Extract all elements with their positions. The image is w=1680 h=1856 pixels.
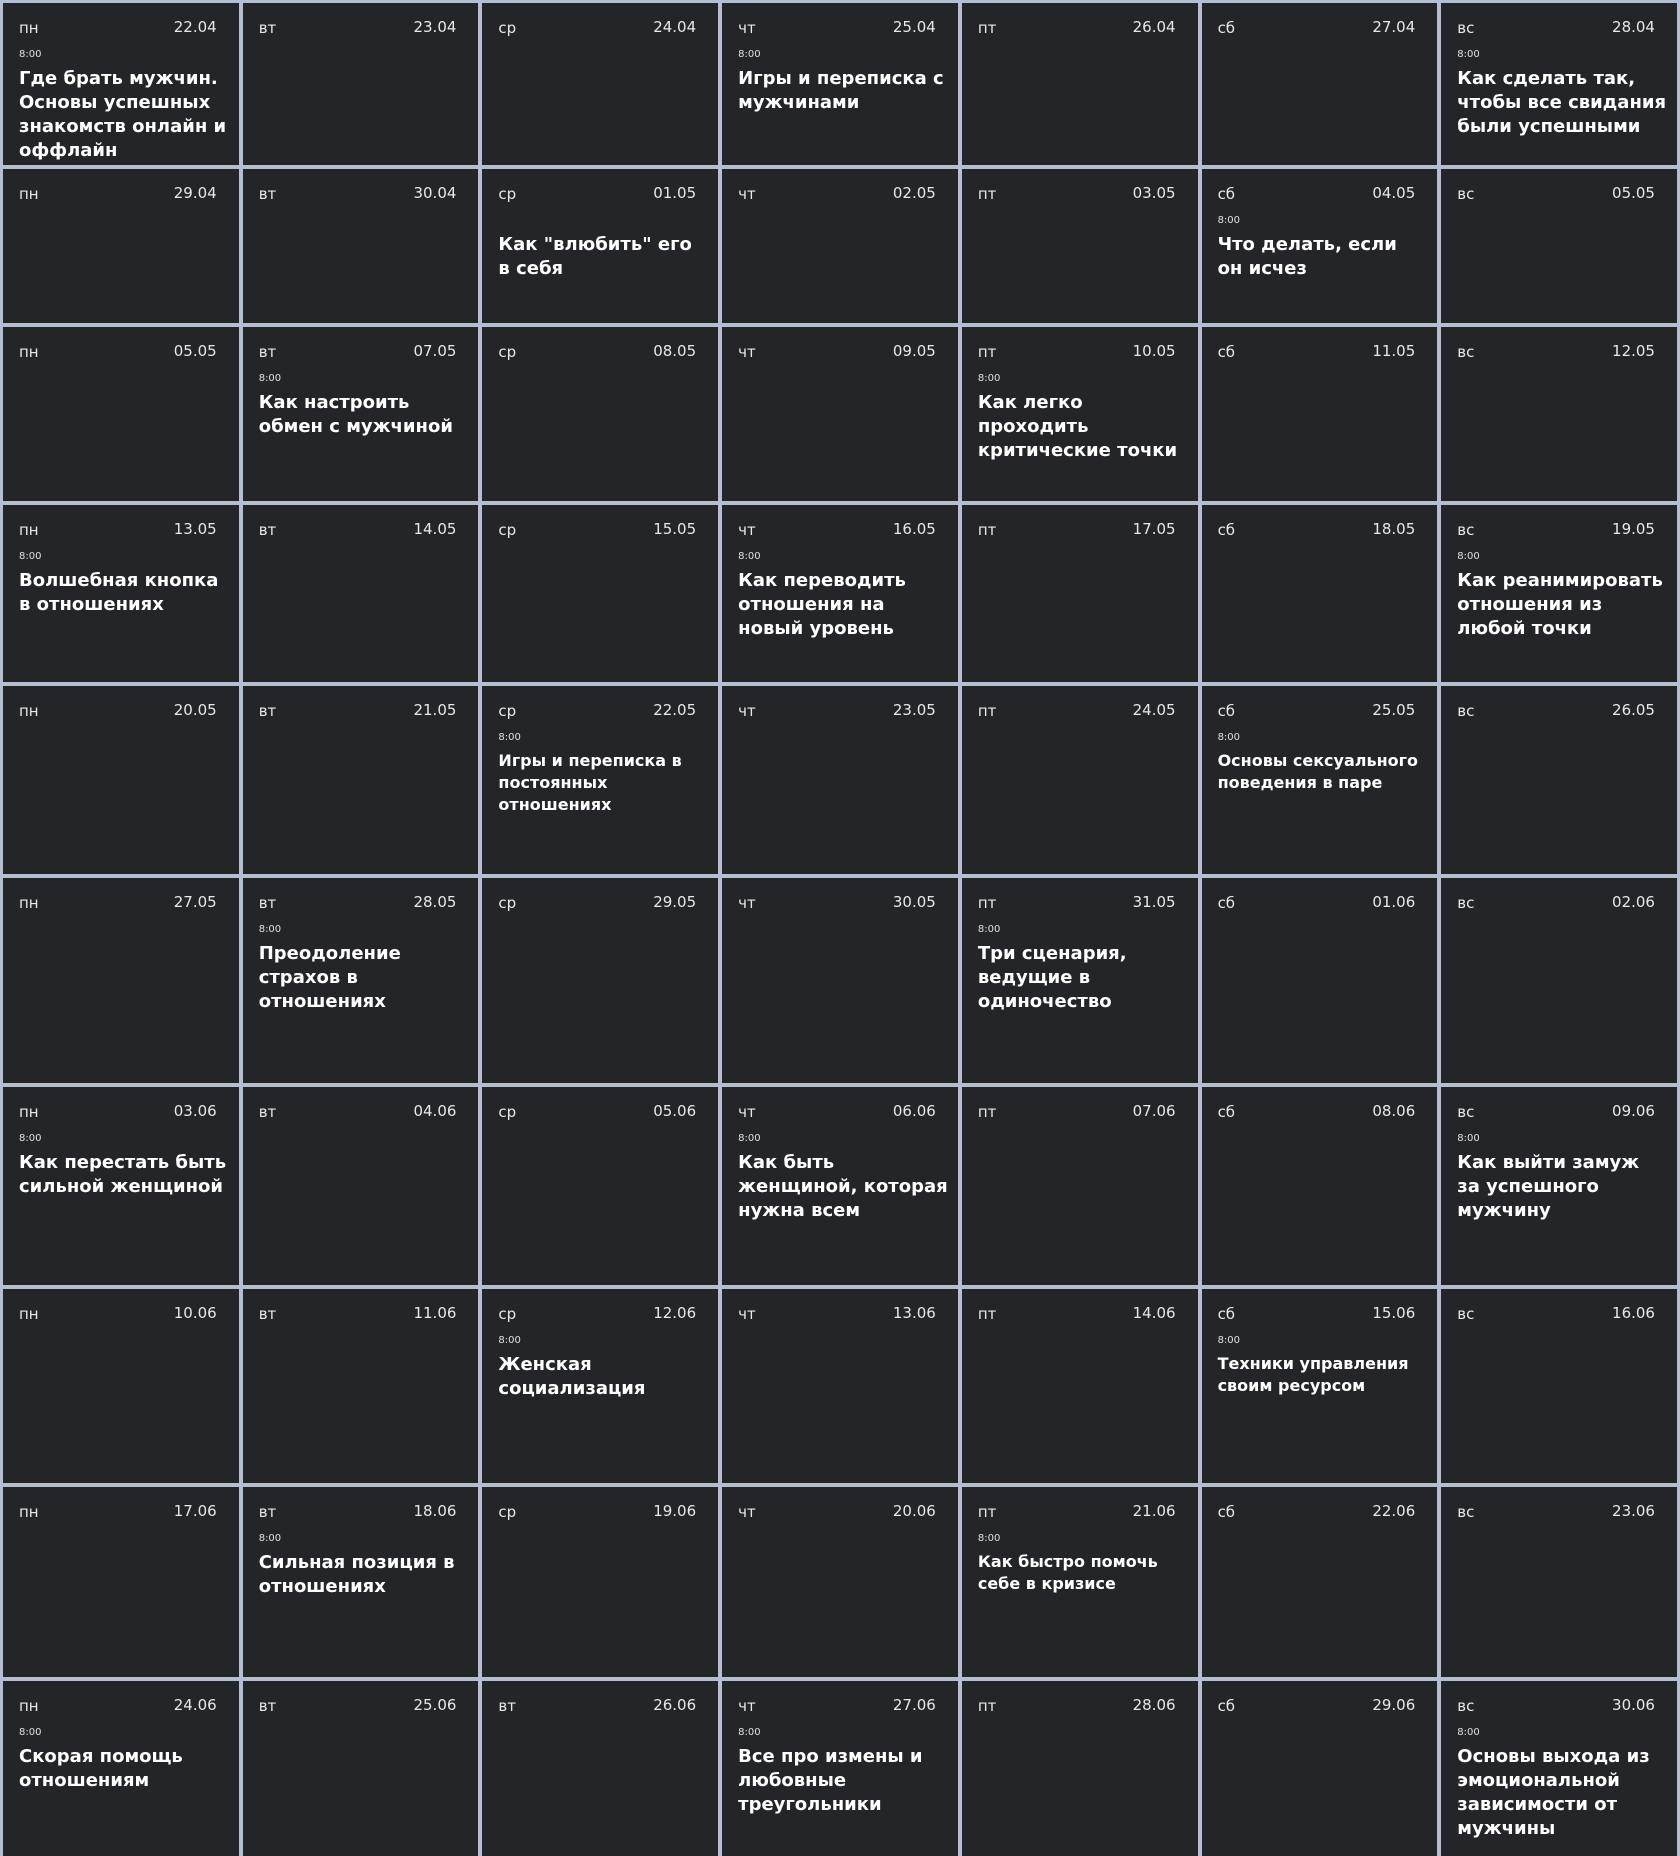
weekday-label: вт	[258, 1103, 277, 1121]
weekday-label: ср	[498, 185, 517, 203]
weekday-label: чт	[738, 521, 756, 539]
calendar-day-event-cell[interactable]	[243, 1487, 479, 1677]
weekday-label: пт	[977, 19, 997, 37]
weekday-label: пн	[19, 702, 39, 720]
weekday-label: ср	[498, 702, 517, 720]
calendar-day-event-cell[interactable]	[482, 1289, 718, 1483]
calendar-day-event-cell[interactable]	[3, 505, 239, 682]
weekday-label: сб	[1217, 185, 1236, 203]
calendar-day-cell	[1202, 327, 1438, 501]
date-label: 11.05	[1372, 342, 1416, 360]
date-label: 28.05	[413, 893, 457, 911]
weekday-label: ср	[498, 894, 517, 912]
calendar-day-cell	[1202, 1487, 1438, 1677]
weekday-label: вс	[1457, 19, 1475, 37]
weekday-label: чт	[738, 343, 756, 361]
calendar-day-event-cell[interactable]	[482, 686, 718, 874]
weekday-label: пт	[977, 894, 997, 912]
date-label: 08.05	[653, 342, 697, 360]
weekday-label: чт	[738, 1697, 756, 1715]
event-time: 8:00	[977, 1533, 1001, 1544]
event-time: 8:00	[19, 1727, 42, 1738]
weekday-label: сб	[1217, 894, 1236, 912]
date-label: 25.04	[892, 18, 936, 36]
event-time: 8:00	[738, 49, 761, 60]
date-label: 22.05	[653, 701, 697, 719]
event-time: 8:00	[738, 1727, 761, 1738]
date-label: 01.05	[653, 184, 697, 202]
calendar-day-cell	[962, 169, 1198, 323]
date-label: 05.05	[1612, 184, 1655, 202]
date-label: 29.06	[1372, 1696, 1416, 1714]
event-title: Как быть женщиной, которая нужна всем	[738, 1152, 948, 1221]
weekday-label: пн	[19, 894, 39, 912]
date-label: 04.05	[1372, 184, 1416, 202]
date-label: 11.06	[413, 1304, 457, 1322]
event-title: Как переводить отношения на новый уровень	[738, 570, 906, 639]
weekday-label: пн	[19, 343, 39, 361]
date-label: 26.04	[1132, 18, 1176, 36]
calendar-day-cell	[482, 1487, 718, 1677]
event-title: Как настроить обмен с мужчиной	[258, 392, 453, 437]
date-label: 28.04	[1612, 18, 1655, 36]
calendar-day-cell	[243, 686, 479, 874]
weekday-label: пт	[977, 702, 997, 720]
calendar-day-cell	[962, 1289, 1198, 1483]
calendar-day-event-cell[interactable]	[962, 1487, 1198, 1677]
calendar-day-event-cell[interactable]	[243, 327, 479, 501]
event-time: 8:00	[19, 1133, 42, 1144]
event-time: 8:00	[1217, 732, 1241, 743]
date-label: 20.05	[173, 701, 217, 719]
calendar-day-cell	[243, 1681, 479, 1856]
event-title: Как выйти замуж за успешного мужчину	[1457, 1152, 1640, 1221]
date-label: 29.05	[653, 893, 697, 911]
calendar-day-cell	[3, 327, 239, 501]
date-label: 23.05	[892, 701, 936, 719]
weekday-label: пн	[19, 1103, 39, 1121]
event-time: 8:00	[19, 551, 42, 562]
weekday-label: вс	[1457, 894, 1475, 912]
event-title: Три сценария, ведущие в одиночество	[977, 943, 1127, 1012]
date-label: 30.06	[1612, 1696, 1655, 1714]
date-label: 29.04	[173, 184, 217, 202]
date-label: 02.06	[1612, 893, 1655, 911]
event-time: 8:00	[258, 373, 282, 384]
weekday-label: вс	[1457, 1503, 1475, 1521]
calendar-day-event-cell[interactable]	[722, 3, 958, 165]
event-time: 8:00	[258, 1533, 282, 1544]
calendar-day-cell	[3, 686, 239, 874]
calendar-day-event-cell[interactable]	[3, 3, 239, 165]
event-time: 8:00	[738, 551, 761, 562]
weekday-label: ср	[498, 521, 517, 539]
weekday-label: пн	[19, 521, 39, 539]
date-label: 17.05	[1132, 520, 1176, 538]
date-label: 03.06	[173, 1102, 217, 1120]
weekday-label: вт	[258, 1305, 277, 1323]
date-label: 23.06	[1612, 1502, 1655, 1520]
calendar-day-cell	[722, 1289, 958, 1483]
date-label: 20.06	[892, 1502, 936, 1520]
weekday-label: вт	[258, 343, 277, 361]
weekday-label: пт	[977, 521, 997, 539]
weekday-label: пн	[19, 19, 39, 37]
event-title: Игры и переписка с мужчинами	[738, 68, 944, 113]
calendar-day-cell	[1202, 1681, 1438, 1856]
calendar-day-cell	[1441, 878, 1677, 1083]
calendar-day-event-cell[interactable]	[962, 327, 1198, 501]
calendar-day-cell	[482, 1087, 718, 1285]
date-label: 30.05	[892, 893, 936, 911]
weekday-label: пн	[19, 1305, 39, 1323]
calendar-day-cell	[1202, 878, 1438, 1083]
date-label: 18.06	[413, 1502, 457, 1520]
calendar-day-cell	[962, 686, 1198, 874]
event-title: Как "влюбить" его в себя	[498, 234, 692, 279]
calendar-day-cell	[1441, 327, 1677, 501]
event-time: 8:00	[977, 373, 1001, 384]
date-label: 06.06	[892, 1102, 936, 1120]
weekday-label: вс	[1457, 185, 1475, 203]
event-time: 8:00	[498, 732, 521, 743]
weekday-label: вс	[1457, 1305, 1475, 1323]
event-title: Как перестать быть сильной женщиной	[19, 1152, 227, 1197]
event-time: 8:00	[1457, 1727, 1480, 1738]
event-time: 8:00	[738, 1133, 761, 1144]
calendar-day-cell	[1441, 1487, 1677, 1677]
calendar-day-event-cell[interactable]	[482, 169, 718, 323]
event-title: Скорая помощь отношениям	[19, 1746, 183, 1791]
weekday-label: вс	[1457, 702, 1475, 720]
date-label: 31.05	[1132, 893, 1176, 911]
weekday-label: вс	[1457, 521, 1475, 539]
calendar-day-cell	[243, 1289, 479, 1483]
weekday-label: пн	[19, 185, 39, 203]
date-label: 21.06	[1132, 1502, 1176, 1520]
weekday-label: вт	[258, 894, 277, 912]
date-label: 21.05	[413, 701, 457, 719]
calendar-day-cell	[1441, 686, 1677, 874]
event-time: 8:00	[1457, 1133, 1480, 1144]
date-label: 25.05	[1372, 701, 1416, 719]
calendar-day-event-cell[interactable]	[722, 505, 958, 682]
calendar-day-cell	[1202, 1087, 1438, 1285]
date-label: 27.05	[173, 893, 217, 911]
date-label: 07.05	[413, 342, 457, 360]
event-title: Основы выхода из эмоциональной зависимости от мужчины	[1457, 1746, 1650, 1839]
weekday-label: пт	[977, 1305, 997, 1323]
weekday-label: ср	[498, 1103, 517, 1121]
date-label: 14.05	[413, 520, 457, 538]
event-title: Сильная позиция в отношениях	[258, 1552, 455, 1597]
event-title: Игры и переписка в постоянных отношениях	[498, 751, 682, 814]
date-label: 22.04	[173, 18, 217, 36]
calendar-day-event-cell[interactable]	[1202, 686, 1438, 874]
date-label: 24.05	[1132, 701, 1176, 719]
event-time: 8:00	[498, 1335, 521, 1346]
date-label: 10.05	[1132, 342, 1176, 360]
weekday-label: пт	[977, 1503, 997, 1521]
event-title: Как быстро помочь себе в кризисе	[977, 1552, 1158, 1593]
calendar-day-event-cell[interactable]	[3, 1681, 239, 1856]
date-label: 12.05	[1612, 342, 1655, 360]
weekday-label: чт	[738, 1305, 756, 1323]
weekday-label: сб	[1217, 1305, 1236, 1323]
weekday-label: вт	[258, 702, 277, 720]
weekday-label: сб	[1217, 521, 1236, 539]
date-label: 16.05	[892, 520, 936, 538]
calendar-day-event-cell[interactable]	[1441, 3, 1677, 165]
calendar-day-cell	[962, 505, 1198, 682]
calendar-day-cell	[722, 169, 958, 323]
calendar-day-cell	[243, 3, 479, 165]
event-time: 8:00	[977, 924, 1001, 935]
date-label: 05.06	[653, 1102, 697, 1120]
event-time: 8:00	[1457, 551, 1480, 562]
calendar-day-cell	[962, 1681, 1198, 1856]
calendar-day-cell	[482, 505, 718, 682]
calendar-day-cell	[722, 1487, 958, 1677]
weekday-label: чт	[738, 894, 756, 912]
date-label: 18.05	[1372, 520, 1416, 538]
weekday-label: вт	[498, 1697, 516, 1715]
weekday-label: сб	[1217, 1103, 1236, 1121]
date-label: 07.06	[1132, 1102, 1176, 1120]
event-title: Преодоление страхов в отношениях	[258, 943, 401, 1012]
calendar-day-event-cell[interactable]	[962, 878, 1198, 1083]
date-label: 10.06	[173, 1304, 217, 1322]
date-label: 14.06	[1132, 1304, 1176, 1322]
calendar-day-event-cell[interactable]	[243, 878, 479, 1083]
calendar-day-event-cell[interactable]	[1441, 1681, 1677, 1856]
date-label: 19.05	[1612, 520, 1655, 538]
event-title: Техники управления своим ресурсом	[1217, 1354, 1409, 1395]
calendar-day-cell	[243, 505, 479, 682]
weekday-label: вт	[258, 521, 277, 539]
weekday-label: чт	[738, 702, 756, 720]
calendar-day-cell	[962, 3, 1198, 165]
weekday-label: пт	[977, 185, 997, 203]
date-label: 02.05	[892, 184, 936, 202]
event-title: Как легко проходить критические точки	[977, 392, 1178, 461]
date-label: 09.05	[892, 342, 936, 360]
date-label: 01.06	[1372, 893, 1416, 911]
date-label: 26.06	[653, 1696, 697, 1714]
calendar-day-cell	[243, 1087, 479, 1285]
date-label: 30.04	[413, 184, 457, 202]
event-time: 8:00	[1217, 215, 1241, 226]
weekday-label: ср	[498, 19, 517, 37]
calendar-day-event-cell[interactable]	[722, 1681, 958, 1856]
weekday-label: пн	[19, 1503, 39, 1521]
weekday-label: чт	[738, 19, 756, 37]
weekday-label: ср	[498, 343, 517, 361]
date-label: 24.06	[173, 1696, 217, 1714]
weekday-label: пт	[977, 1103, 997, 1121]
date-label: 25.06	[413, 1696, 457, 1714]
event-title: Женская социализация	[498, 1354, 646, 1399]
weekday-label: вт	[258, 1503, 277, 1521]
event-title: Все про измены и любовные треугольники	[738, 1746, 923, 1815]
date-label: 05.05	[173, 342, 217, 360]
weekday-label: сб	[1217, 19, 1236, 37]
date-label: 12.06	[653, 1304, 697, 1322]
date-label: 27.06	[892, 1696, 936, 1714]
date-label: 15.06	[1372, 1304, 1416, 1322]
weekday-label: вс	[1457, 343, 1475, 361]
calendar-grid	[3, 3, 1677, 1844]
event-time: 8:00	[1457, 49, 1480, 60]
date-label: 08.06	[1372, 1102, 1416, 1120]
date-label: 09.06	[1612, 1102, 1655, 1120]
weekday-label: пт	[977, 343, 997, 361]
calendar-day-cell	[722, 327, 958, 501]
date-label: 22.06	[1372, 1502, 1416, 1520]
calendar-day-cell	[482, 327, 718, 501]
calendar-day-cell	[3, 878, 239, 1083]
date-label: 13.05	[173, 520, 217, 538]
event-title: Основы сексуального поведения в паре	[1217, 751, 1418, 792]
calendar-day-event-cell[interactable]	[3, 1087, 239, 1285]
calendar-day-cell	[3, 1289, 239, 1483]
weekday-label: пн	[19, 1697, 39, 1715]
calendar-day-event-cell[interactable]	[722, 1087, 958, 1285]
calendar-day-cell	[482, 1681, 718, 1856]
date-label: 04.06	[413, 1102, 457, 1120]
calendar-day-cell	[482, 3, 718, 165]
calendar-day-cell	[1202, 505, 1438, 682]
calendar-day-event-cell[interactable]	[1202, 169, 1438, 323]
event-title: Как реанимировать отношения из любой точки	[1457, 570, 1663, 639]
date-label: 16.06	[1612, 1304, 1655, 1322]
weekday-label: ср	[498, 1305, 517, 1323]
weekday-label: сб	[1217, 1697, 1236, 1715]
date-label: 24.04	[653, 18, 697, 36]
calendar-day-cell	[722, 686, 958, 874]
weekday-label: чт	[738, 1103, 756, 1121]
event-title: Как сделать так, чтобы все свидания были успешными	[1457, 68, 1667, 137]
calendar-day-cell	[1441, 1289, 1677, 1483]
weekday-label: вс	[1457, 1103, 1475, 1121]
event-title: Что делать, если он исчез	[1217, 234, 1397, 279]
event-title: Волшебная кнопка в отношениях	[19, 570, 219, 615]
calendar-day-cell	[243, 169, 479, 323]
event-time: 8:00	[19, 49, 42, 60]
weekday-label: вс	[1457, 1697, 1475, 1715]
weekday-label: вт	[258, 185, 277, 203]
calendar-day-cell	[3, 1487, 239, 1677]
event-title: Где брать мужчин. Основы успешных знакомств онлайн и оффлайн	[19, 68, 227, 161]
weekday-label: сб	[1217, 1503, 1236, 1521]
calendar-day-cell	[482, 878, 718, 1083]
date-label: 27.04	[1372, 18, 1416, 36]
date-label: 19.06	[653, 1502, 697, 1520]
weekday-label: вт	[258, 19, 277, 37]
calendar-day-event-cell[interactable]	[1441, 505, 1677, 682]
calendar-day-cell	[962, 1087, 1198, 1285]
weekday-label: чт	[738, 185, 756, 203]
event-time: 8:00	[258, 924, 282, 935]
weekday-label: вт	[258, 1697, 277, 1715]
date-label: 23.04	[413, 18, 457, 36]
calendar-day-event-cell[interactable]	[1441, 1087, 1677, 1285]
date-label: 17.06	[173, 1502, 217, 1520]
date-label: 13.06	[892, 1304, 936, 1322]
calendar-day-cell	[1202, 3, 1438, 165]
calendar-day-cell	[3, 169, 239, 323]
calendar-day-event-cell[interactable]	[1202, 1289, 1438, 1483]
weekday-label: пт	[977, 1697, 997, 1715]
date-label: 15.05	[653, 520, 697, 538]
date-label: 28.06	[1132, 1696, 1176, 1714]
date-label: 26.05	[1612, 701, 1655, 719]
calendar-day-cell	[722, 878, 958, 1083]
weekday-label: сб	[1217, 702, 1236, 720]
weekday-label: ср	[498, 1503, 517, 1521]
date-label: 03.05	[1132, 184, 1176, 202]
event-time: 8:00	[1217, 1335, 1241, 1346]
calendar-day-cell	[1441, 169, 1677, 323]
weekday-label: сб	[1217, 343, 1236, 361]
weekday-label: чт	[738, 1503, 756, 1521]
